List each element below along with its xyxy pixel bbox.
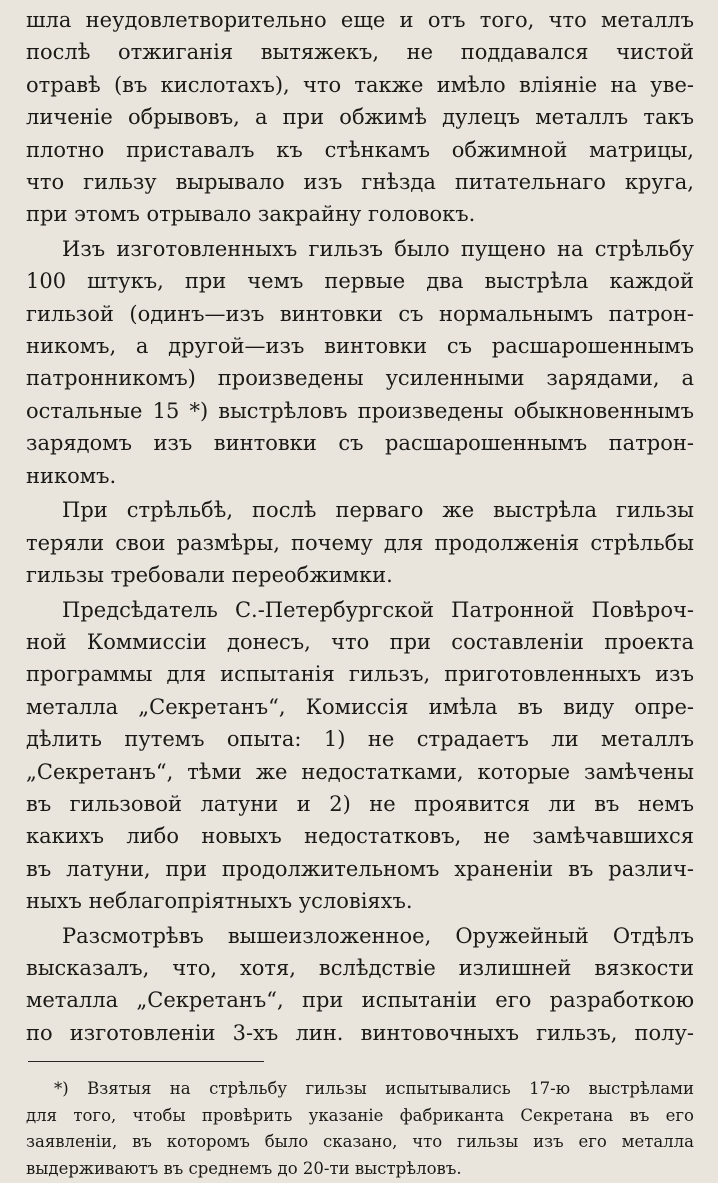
text-line: Предсѣдатель С.-Петербургской Патронной Повѣроч- (62, 597, 694, 622)
body-text (26, 4, 694, 1049)
text-line: дѣлить путемъ опыта: 1) не страдаетъ ли металлъ (26, 727, 694, 752)
text-line: металла „Секретанъ“, при испытаніи его разработкою (26, 988, 694, 1013)
footnote (26, 1076, 694, 1182)
paragraph-5 (26, 920, 694, 1050)
text-line: плотно приставалъ къ стѣнкамъ обжимной матрицы, (26, 137, 694, 162)
text-line: отравѣ (въ кислотахъ), что также имѣло вліяніе на уве- (26, 72, 694, 97)
footnote-line: заявленіи, въ которомъ было сказано, что гильзы изъ его металла (26, 1132, 694, 1152)
text-line: гильзы требовали переобжимки. (26, 563, 393, 588)
text-line: 100 штукъ, при чемъ первые два выстрѣла каждой (26, 269, 694, 294)
text-line: въ латуни, при продолжительномъ храненіи въ различ- (26, 856, 694, 881)
text-line: никомъ. (26, 463, 117, 488)
text-line: при этомъ отрывало закрайну головокъ. (26, 202, 476, 227)
text-line: высказалъ, что, хотя, вслѣдствіе излишней вязкости (26, 956, 694, 981)
paragraph-1 (26, 4, 694, 231)
text-line: ной Коммиссіи донесъ, что при составленіи проекта (26, 629, 694, 654)
text-line: Разсмотрѣвъ вышеизложенное, Оружейный Отдѣлъ (62, 923, 694, 948)
text-line: что гильзу вырывало изъ гнѣзда питательнаго круга, (26, 169, 694, 194)
text-line: по изготовленіи 3-хъ лин. винтовочныхъ гильзъ, полу- (26, 1020, 694, 1045)
footnote-divider (28, 1061, 264, 1062)
paragraph-2 (26, 233, 694, 492)
text-line: теряли свои размѣры, почему для продолженія стрѣльбы (26, 530, 694, 555)
text-line: шла неудовлетворительно еще и отъ того, что металлъ (26, 8, 694, 32)
text-line: въ гильзовой латуни и 2) не проявится ли въ немъ (26, 791, 694, 816)
text-line: программы для испытанія гильзъ, приготовленныхъ изъ (26, 662, 694, 687)
text-line: гильзой (одинъ—изъ винтовки съ нормальнымъ патрон- (26, 301, 694, 326)
text-line: какихъ либо новыхъ недостатковъ, не замѣчавшихся (26, 824, 694, 849)
paragraph-3 (26, 494, 694, 591)
text-line: металла „Секретанъ“, Комиссія имѣла въ виду опре- (26, 694, 694, 719)
text-line: личеніе обрывовъ, а при обжимѣ дулецъ металлъ такъ (26, 105, 694, 130)
text-line: „Секретанъ“, тѣми же недостатками, которые замѣчены (26, 759, 694, 784)
text-line: При стрѣльбѣ, послѣ перваго же выстрѣла гильзы (62, 498, 694, 523)
text-line: ныхъ неблагопріятныхъ условіяхъ. (26, 889, 413, 914)
text-line: остальные 15 *) выстрѣловъ произведены обыкновеннымъ (26, 398, 694, 423)
paragraph-4 (26, 594, 694, 918)
footnote-line: выдерживаютъ въ среднемъ до 20-ти выстрѣловъ. (26, 1159, 462, 1179)
text-line: никомъ, а другой—изъ винтовки съ расшарошеннымъ (26, 334, 694, 359)
text-line: Изъ изготовленныхъ гильзъ было пущено на стрѣльбу (62, 236, 694, 261)
text-line: послѣ отжиганія вытяжекъ, не поддавался чистой (26, 40, 694, 65)
text-line: патронникомъ) произведены усиленными зарядами, а (26, 366, 694, 391)
footnote-line: для того, чтобы провѣрить указаніе фабриканта Секретана въ его (26, 1105, 694, 1125)
text-line: зарядомъ изъ винтовки съ расшарошеннымъ патрон- (26, 431, 694, 456)
footnote-line: *) Взятыя на стрѣльбу гильзы испытывались 17-ю выстрѣлами (54, 1079, 694, 1099)
